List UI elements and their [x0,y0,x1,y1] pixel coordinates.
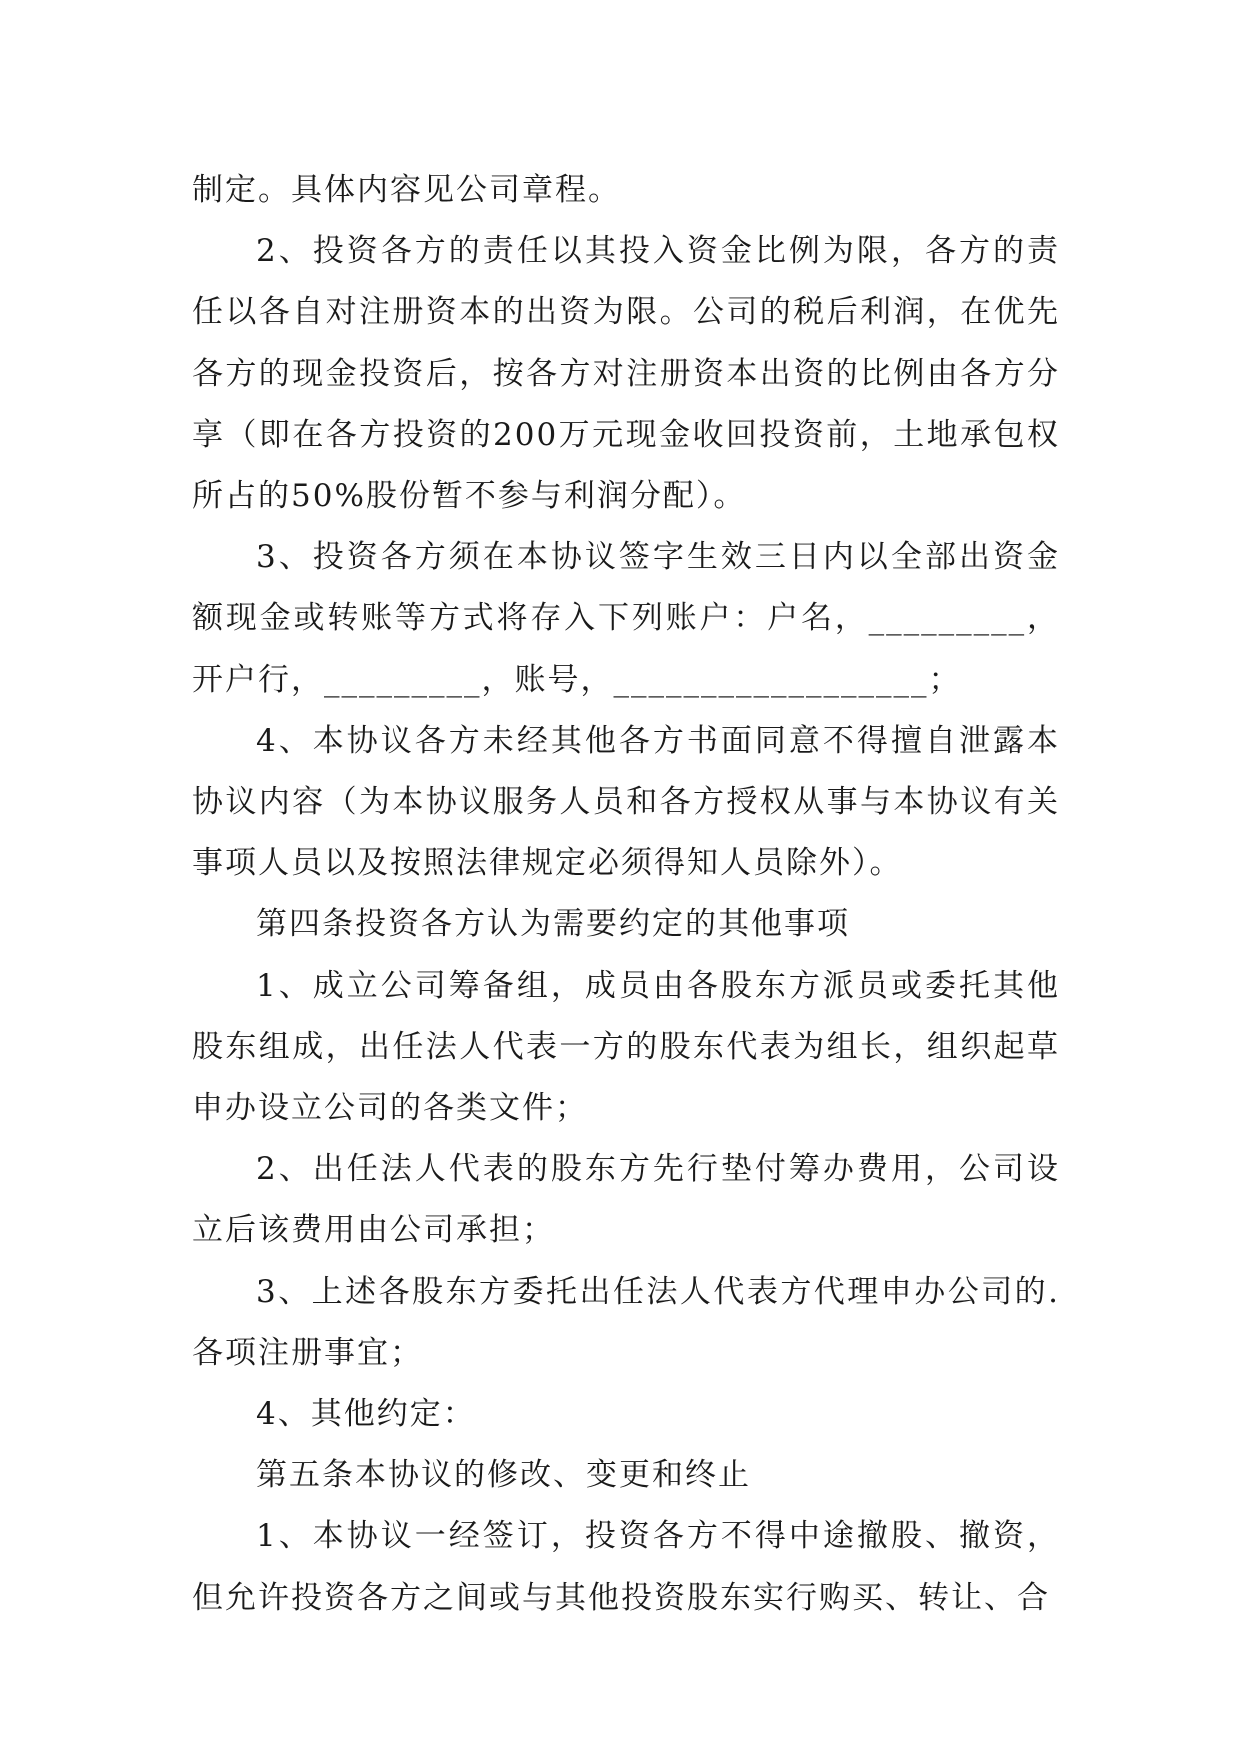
paragraph-clause-2-liability: 2、投资各方的责任以其投入资金比例为限，各方的责任以各自对注册资本的出资为限。公司的税后利润，在优先各方的现金投资后，按各方对注册资本出资的比例由各方分享（即在各方投资的200万元现金收回投资前，土地承包权所占的50%股份暂不参与利润分配）。 [192,233,1060,515]
paragraph-article-4-item-3: 3、上述各股东方委托出任法人代表方代理申办公司的.各项注册事宜； [192,1273,1060,1371]
document-body [192,160,1060,1629]
paragraph-clause-3-account: 3、投资各方须在本协议签字生效三日内以全部出资金额现金或转账等方式将存入下列账户：户名，_________，开户行，_________，账号，__________________； [192,539,1060,698]
paragraph-article-4-item-1: 1、成立公司筹备组，成员由各股东方派员或委托其他股东组成，出任法人代表一方的股东代表为组长，组织起草申办设立公司的各类文件； [192,967,1060,1127]
paragraph-article-5-item-1: 1、本协议一经签订，投资各方不得中途撤股、撤资，但允许投资各方之间或与其他投资股东实行购买、转让、合 [192,1518,1060,1616]
paragraph-article-4-item-2: 2、出任法人代表的股东方先行垫付筹办费用，公司设立后该费用由公司承担； [192,1151,1060,1249]
article-5-heading: 第五条本协议的修改、变更和终止 [256,1457,751,1494]
article-4-heading: 第四条投资各方认为需要约定的其他事项 [256,906,850,943]
paragraph-article-4-item-4: 4、其他约定： [256,1396,476,1433]
paragraph-continuation: 制定。具体内容见公司章程。 [192,172,621,208]
paragraph-clause-4-confidentiality: 4、本协议各方未经其他各方书面同意不得擅自泄露本协议内容（为本协议服务人员和各方授权从事与本协议有关事项人员以及按照法律规定必须得知人员除外）。 [192,722,1060,882]
